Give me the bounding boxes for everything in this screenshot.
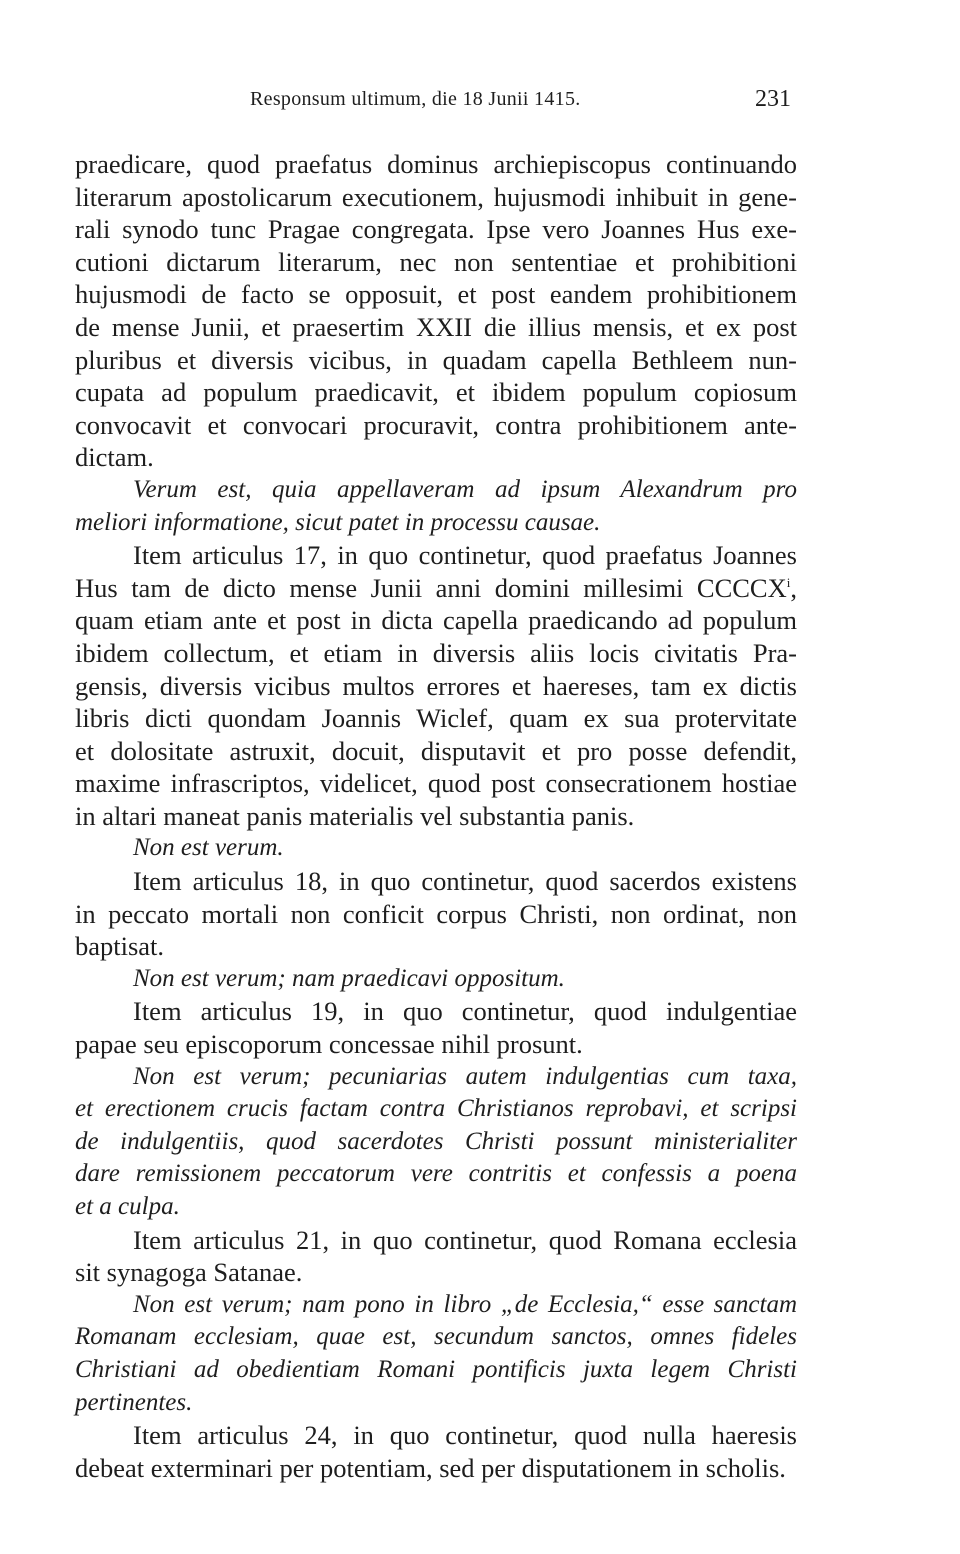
page-number: 231 (755, 86, 791, 112)
text-line: baptisat. (75, 931, 165, 962)
text-line: sit synagoga Satanae. (75, 1257, 303, 1288)
running-title: Responsum ultimum, die 18 Junii 1415. (250, 88, 581, 110)
article-line: Item articulus 19, in quo continetur, quod indulgentiae (133, 996, 797, 1027)
text-line: literarum apostolicarum executionem, hujusmodi inhibuit in gene- (75, 181, 797, 212)
article-line: Item articulus 21, in quo continetur, quod Romana ecclesia (133, 1224, 797, 1255)
text-line: quam etiam ante et post in dicta capella praedicando ad populum (75, 605, 797, 636)
text-segment: , (790, 572, 797, 603)
response-line: pertinentes. (75, 1388, 193, 1416)
text-line: in altari maneat panis materialis vel substantia panis. (75, 800, 635, 831)
text-line: libris dicti quondam Joannis Wiclef, quam ex sua protervitate (75, 703, 797, 734)
superscript: i (786, 574, 791, 590)
response-line: Romanam ecclesiam, quae est, secundum sanctos, omnes fideles (75, 1323, 797, 1351)
text-segment: Hus tam de dicto mense Junii anni domini millesimi CCCCX (75, 572, 787, 603)
text-line: hujusmodi de facto se opposuit, et post eandem prohibitionem (75, 279, 797, 310)
response-line: Verum est, quia appellaveram ad ipsum Alexandrum pro (133, 475, 797, 503)
response-line: Non est verum; nam pono in libro „de Ecclesia,“ esse sanctam (133, 1290, 797, 1318)
response-line: Non est verum; nam praedicavi oppositum. (133, 964, 565, 992)
text-line (75, 572, 797, 605)
response-line: et erectionem crucis factam contra Christianos reprobavi, et scripsi (75, 1095, 797, 1123)
text-line: maxime infrascriptos, videlicet, quod post consecrationem hostiae (75, 768, 797, 799)
article-line: Item articulus 18, in quo continetur, quod sacerdos existens (133, 866, 797, 897)
text-line: papae seu episcoporum concessae nihil prosunt. (75, 1029, 583, 1060)
text-line: pluribus et diversis vicibus, in quadam capella Bethleem nun- (75, 344, 797, 375)
response-line: de indulgentiis, quod sacerdotes Christi possunt ministerialiter (75, 1127, 797, 1155)
response-line: Non est verum. (133, 834, 284, 862)
response-line: et a culpa. (75, 1193, 180, 1220)
article-line: Item articulus 24, in quo continetur, quod nulla haeresis (133, 1420, 797, 1451)
response-line: meliori informatione, sicut patet in processu causae. (75, 508, 601, 536)
text-line: ibidem collectum, et etiam in diversis aliis locis civitatis Pra- (75, 637, 797, 668)
response-line: dare remissionem peccatorum vere contritis et confessis a poena (75, 1160, 797, 1188)
text-line: dictam. (75, 442, 154, 473)
text-line: debeat exterminari per potentiam, sed per disputationem in scholis. (75, 1452, 786, 1483)
response-line: Christiani ad obedientiam Romani pontificis juxta legem Christi (75, 1355, 797, 1383)
text-line: in peccato mortali non conficit corpus Christi, non ordinat, non (75, 898, 797, 929)
text-line: convocavit et convocari procuravit, contra prohibitionem ante- (75, 409, 797, 440)
text-line: et dolositate astruxit, docuit, disputavit et pro posse defendit, (75, 735, 797, 766)
text-line: praedicare, quod praefatus dominus archiepiscopus continuando (75, 149, 797, 179)
body-text (75, 148, 797, 1484)
text-line: cupata ad populum praedicavit, et ibidem populum copiosum (75, 377, 797, 408)
text-line: gensis, diversis vicibus multos errores et haereses, tam ex dictis (75, 670, 797, 701)
running-head (0, 88, 960, 118)
text-line: rali synodo tunc Pragae congregata. Ipse vero Joannes Hus exe- (75, 214, 797, 245)
response-line: Non est verum; pecuniarias autem indulgentias cum taxa, (133, 1062, 797, 1090)
text-line: de mense Junii, et praesertim XXII die illius mensis, et ex post (75, 311, 797, 342)
text-line: cutioni dictarum literarum, nec non sententiae et prohibitioni (75, 246, 797, 277)
article-line: Item articulus 17, in quo continetur, quod praefatus Joannes (133, 540, 797, 571)
